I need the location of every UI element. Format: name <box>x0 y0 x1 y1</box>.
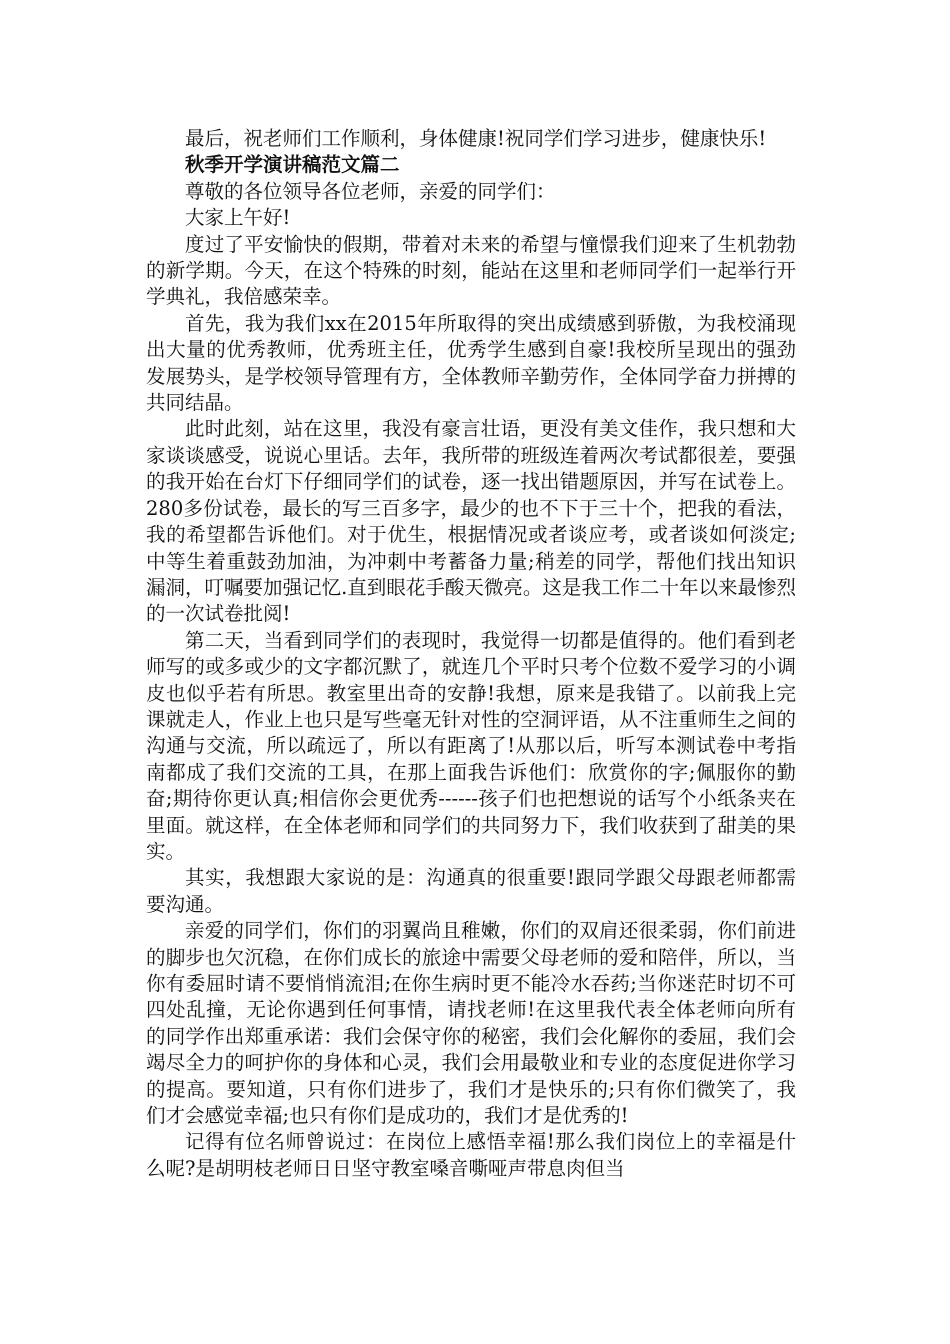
paragraph-greeting: 大家上午好! <box>185 206 291 230</box>
paragraph-salutation: 尊敬的各位领导各位老师，亲爱的同学们： <box>185 179 556 203</box>
paragraph-happiness: 记得有位名师曾说过：在岗位上感悟幸福!那么我们岗位上的幸福是什么呢?是胡明枝老师日日坚守教室嗓音嘶哑声带息肉但当 <box>146 1130 796 1180</box>
paragraph-next-day: 第二天，当看到同学们的表现时，我觉得一切都是值得的。他们看到老师写的或多或少的文字都沉默了，就连几个平时只考个位数不爱学习的小调皮也似乎若有所思。教室里出奇的安静!我想，原来是我错了。以前我上完课就走人，作业上也只是写些毫无针对性的空洞评语，从不注重师生之间的沟通与交流，所以疏远了，所以有距离了!从那以后，听写本测试卷中考指南都成了我们交流的工具，在那上面我告诉他们：欣赏你的字;佩服你的勤奋;期待你更认真;相信你会更优秀------孩子们也把想说的话写个小纸条夹在里面。就这样，在全体老师和同学们的共同努力下，我们收获到了甜美的果实。 <box>146 628 796 863</box>
paragraph-closing-wishes: 最后，祝老师们工作顺利，身体健康!祝同学们学习进步，健康快乐! <box>185 127 767 150</box>
section-heading: 秋季开学演讲稿范文篇二 <box>185 153 400 177</box>
document-body <box>146 126 796 1182</box>
paragraph-communication: 其实，我想跟大家说的是：沟通真的很重要!跟同学跟父母跟老师都需要沟通。 <box>146 866 796 916</box>
paragraph-dear-students: 亲爱的同学们，你们的羽翼尚且稚嫩，你们的双肩还很柔弱，你们前进的脚步也欠沉稳，在你们成长的旅途中需要父母老师的爱和陪伴，所以，当你有委屈时请不要悄悄流泪;在你生病时更不能冷水吞药;当你迷茫时切不可四处乱撞，无论你遇到任何事情，请找老师!在这里我代表全体老师向所有的同学作出郑重承诺：我们会保守你的秘密，我们会化解你的委屈，我们会竭尽全力的呵护你的身体和心灵，我们会用最敬业和专业的态度促进你学习的提高。要知道，只有你们进步了，我们才是快乐的;只有你们微笑了，我们才会感觉幸福;也只有你们是成功的，我们才是优秀的! <box>146 919 796 1128</box>
paragraph-achievements: 首先，我为我们xx在2015年所取得的突出成绩感到骄傲，为我校涌现出大量的优秀教师，优秀班主任，优秀学生感到自豪!我校所呈现出的强劲发展势头，是学校领导管理有方，全体教师辛勤劳作，全体同学奋力拼搏的共同结晶。 <box>146 311 796 415</box>
paragraph-exam-review: 此时此刻，站在这里，我没有豪言壮语，更没有美文佳作，我只想和大家谈谈感受，说说心里话。去年，我所带的班级连着两次考试都很差，要强的我开始在台灯下仔细同学们的试卷，逐一找出错题原因，并写在试卷上。280多份试卷，最长的写三百多字，最少的也不下于三十个，把我的看法，我的希望都告诉他们。对于优生，根据情况或者谈应考，或者谈如何淡定;中等生着重鼓劲加油，为冲刺中考蓄备力量;稍差的同学，帮他们找出知识漏洞，叮嘱要加强记忆.直到眼花手酸天微亮。这是我工作二十年以来最惨烈的一次试卷批阅! <box>146 417 796 626</box>
paragraph-new-semester: 度过了平安愉快的假期，带着对未来的希望与憧憬我们迎来了生机勃勃的新学期。今天，在这个特殊的时刻，能站在这里和老师同学们一起举行开学典礼，我倍感荣幸。 <box>146 232 796 309</box>
